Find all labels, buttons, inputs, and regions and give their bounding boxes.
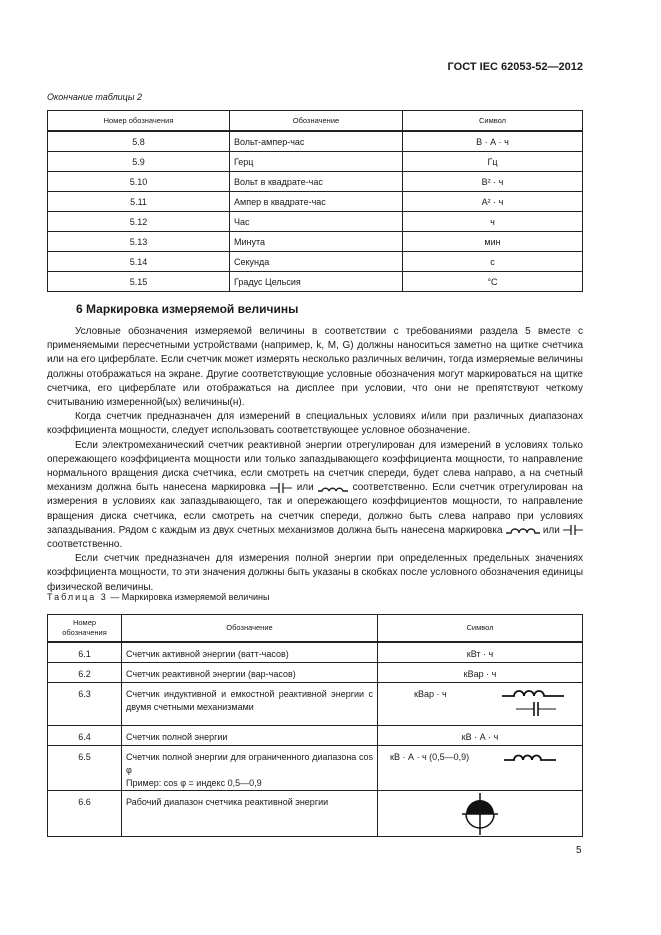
table-row [48, 662, 583, 682]
row-designation: Счетчик полной энергии [122, 725, 378, 745]
inductor-symbol-icon [504, 750, 556, 762]
page-number: 5 [576, 845, 582, 856]
paragraph-3-part-c: соответственно. [47, 539, 123, 551]
table2-caption: Окончание таблицы 2 [47, 92, 142, 102]
table3-caption-title: — Маркировка измеряемой величины [107, 592, 270, 602]
row-symbol-cell [378, 790, 583, 836]
inductor-symbol-icon [318, 483, 348, 493]
table2-header-symbol: Символ [403, 111, 583, 132]
table-row [48, 192, 583, 212]
row-num: 6.5 [48, 745, 122, 790]
table2-header-row [48, 111, 583, 132]
row-symbol: В · А · ч [403, 131, 583, 152]
row-designation: Счетчик активной энергии (ватт-часов) [122, 642, 378, 662]
capacitor-symbol-icon [516, 701, 556, 717]
table2-header-num: Номер обозначения [48, 111, 230, 132]
table2-header-designation: Обозначение [230, 111, 403, 132]
paragraph-3-or-2: или [542, 524, 560, 536]
row-num: 6.6 [48, 790, 122, 836]
row-designation: Счетчик реактивной энергии (вар-часов) [122, 662, 378, 682]
row-symbol-cell [378, 682, 583, 725]
paragraph-3-part-b: соответственно. Если счетчик отрегулирован на измерения в условиях как запаздывающего, так и опережающего коэффициентов мощности, то направление вращения диска счетчика, если смотреть на счетчик спереди, должно быть слева направо при условиях запаздывания. Рядом с каждым из двух счетных механизмов должна быть нанесена маркировка [47, 482, 583, 536]
capacitor-symbol-icon [270, 482, 292, 494]
row-num: 5.14 [48, 252, 230, 272]
section-body [47, 325, 583, 595]
row-symbol: °C [403, 272, 583, 292]
table-row [48, 272, 583, 292]
standard-designation: ГОСТ IEC 62053-52—2012 [447, 61, 583, 73]
table-row [48, 745, 583, 790]
table3-header-num: Номер обозначения [48, 615, 122, 643]
table-row [48, 682, 583, 725]
row-designation-cell [122, 745, 378, 790]
row-num: 6.1 [48, 642, 122, 662]
row-num: 5.10 [48, 172, 230, 192]
row-symbol: ч [403, 212, 583, 232]
paragraph-3-or-1: или [296, 482, 314, 494]
row-designation: Рабочий диапазон счетчика реактивной энергии [122, 790, 378, 836]
row-symbol: с [403, 252, 583, 272]
table-row [48, 212, 583, 232]
table3-header-designation: Обозначение [122, 615, 378, 643]
table-row [48, 252, 583, 272]
paragraph-3-part-a: Если электромеханический счетчик реактивной энергии отрегулирован для измерений в условиях только опережающего коэффициента мощности или только запаздывающего коэффициента мощности, то направление нормального вращения диска счетчика, если смотреть на счетчик спереди, будет слева направо, а на счетный механизм должна быть нанесена маркировка [47, 439, 583, 494]
table3-caption [47, 592, 269, 602]
row-designation: Счетчик индуктивной и емкостной реактивной энергии с двумя счетными механизмами [122, 682, 378, 725]
table-row [48, 172, 583, 192]
table-row [48, 642, 583, 662]
table3-caption-prefix: Таблица 3 [47, 592, 108, 602]
row-symbol: А² · ч [403, 192, 583, 212]
row-designation: Час [230, 212, 403, 232]
row-num: 5.15 [48, 272, 230, 292]
capacitor-symbol-icon [563, 524, 583, 536]
row-symbol: кВ · А · ч (0,5—0,9) [390, 751, 470, 762]
row-designation-example: Пример: cos φ = индекс 0,5—0,9 [126, 777, 262, 788]
row-designation: Секунда [230, 252, 403, 272]
table-row [48, 725, 583, 745]
row-designation: Ампер в квадрате-час [230, 192, 403, 212]
row-symbol-cell [378, 745, 583, 790]
row-symbol: мин [403, 232, 583, 252]
row-num: 6.2 [48, 662, 122, 682]
table3-header-symbol: Символ [378, 615, 583, 643]
row-num: 5.11 [48, 192, 230, 212]
row-num: 5.13 [48, 232, 230, 252]
inductor-symbol-icon [502, 686, 564, 698]
table-row [48, 131, 583, 152]
paragraph-1: Условные обозначения измеряемой величины в соответствии с требованиями раздела 5 вместе с применяемыми пересчетными устройствами (например, k, M, G) должны наноситься заметно на щитке счетчика или на его циферблате. Если счетчик может измерять несколько различных величин, тогда измеряемые величины должны отображаться на экране. Другие соответствующие условные обозначения могут маркироваться на щитке счетчика, его циферблате или отображаться на дисплее при условии, что они не препятствуют четкому считыванию измеренной(ых) величины(н). [47, 326, 583, 409]
section-title: 6 Маркировка измеряемой величины [76, 302, 299, 316]
row-designation: Градус Цельсия [230, 272, 403, 292]
row-num: 5.12 [48, 212, 230, 232]
row-symbol: кВар · ч [414, 688, 447, 699]
table-row [48, 232, 583, 252]
paragraph-2: Когда счетчик предназначен для измерений в специальных условиях и/или при различных диапазонах коэффициента мощности, следует использовать соответствующее условное обозначение. [47, 411, 583, 437]
paragraph-3 [47, 439, 583, 553]
row-symbol: кВ · А · ч [378, 725, 583, 745]
table-row [48, 790, 583, 836]
row-num: 6.4 [48, 725, 122, 745]
row-symbol: кВар · ч [378, 662, 583, 682]
row-num: 6.3 [48, 682, 122, 725]
row-num: 5.9 [48, 152, 230, 172]
table3-header-row [48, 615, 583, 643]
reactive-range-symbol-icon [460, 793, 500, 835]
row-designation: Счетчик полной энергии для ограниченного диапазона cos φ [126, 751, 373, 775]
inductor-symbol-icon [506, 525, 540, 535]
row-symbol: кВт · ч [378, 642, 583, 662]
row-designation: Герц [230, 152, 403, 172]
row-symbol: Гц [403, 152, 583, 172]
row-symbol: В² · ч [403, 172, 583, 192]
table-2 [47, 110, 583, 292]
row-designation: Вольт-ампер-час [230, 131, 403, 152]
table-3 [47, 614, 583, 837]
row-designation: Минута [230, 232, 403, 252]
row-num: 5.8 [48, 131, 230, 152]
table-row [48, 152, 583, 172]
row-designation: Вольт в квадрате-час [230, 172, 403, 192]
paragraph-4: Если счетчик предназначен для измерения полной энергии при определенных предельных значениях коэффициента мощности, то эти значения должны быть указаны в скобках после условного обозначения единицы физической величины. [47, 553, 583, 593]
